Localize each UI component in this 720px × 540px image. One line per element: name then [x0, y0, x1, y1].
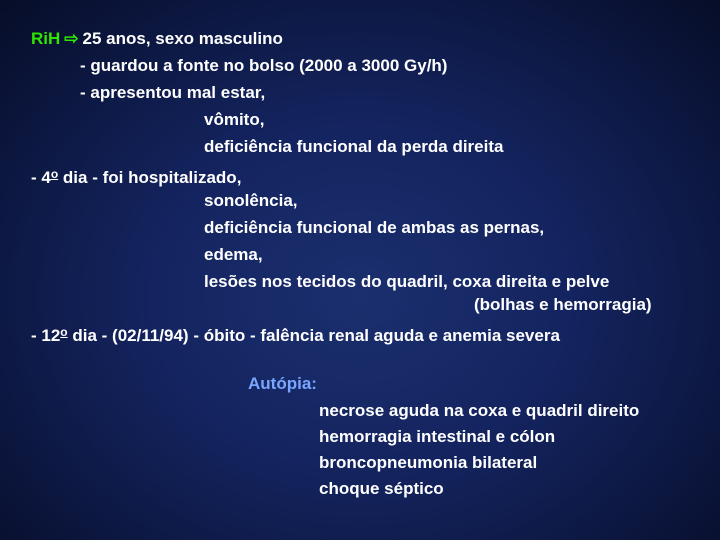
right-arrow-icon: ⇨: [64, 29, 79, 48]
symptom-vomito: vômito,: [204, 110, 265, 129]
history-line-mal-estar: - apresentou mal estar,: [80, 83, 266, 102]
autopsy-item: hemorragia intestinal e cólon: [319, 427, 556, 446]
day-12-prefix: - 12: [31, 326, 61, 345]
header-text: 25 anos, sexo masculino: [82, 29, 283, 48]
autopsy-item: necrose aguda na coxa e quadril direito: [319, 401, 640, 420]
symptom-edema: edema,: [204, 245, 263, 264]
symptom-lesoes: lesões nos tecidos do quadril, coxa direita e pelve: [204, 272, 610, 291]
day-12-ordinal: o: [60, 325, 68, 339]
symptom-deficiencia-pernas: deficiência funcional de ambas as pernas,: [204, 218, 545, 237]
symptom-deficiencia-perda: deficiência funcional da perda direita: [204, 137, 504, 156]
day-4-prefix: - 4: [31, 168, 51, 187]
day-12-line: [31, 322, 560, 346]
header-label: RiH: [31, 29, 61, 48]
symptom-sonolencia: sonolência,: [204, 191, 298, 210]
header-line: [31, 29, 283, 49]
day-4-suffix: dia - foi hospitalizado,: [58, 168, 242, 187]
day-4-ordinal: o: [50, 167, 59, 181]
day-4-line: [31, 164, 241, 188]
autopsy-item: broncopneumonia bilateral: [319, 453, 538, 472]
autopsy-item: choque séptico: [319, 479, 444, 498]
symptom-bolhas: (bolhas e hemorragia): [474, 295, 652, 314]
autopsy-title: Autópia:: [248, 374, 317, 393]
history-line-fonte: - guardou a fonte no bolso (2000 a 3000 Gy/h): [80, 56, 448, 75]
day-12-suffix: dia - (02/11/94) - óbito - falência renal aguda e anemia severa: [67, 326, 560, 345]
